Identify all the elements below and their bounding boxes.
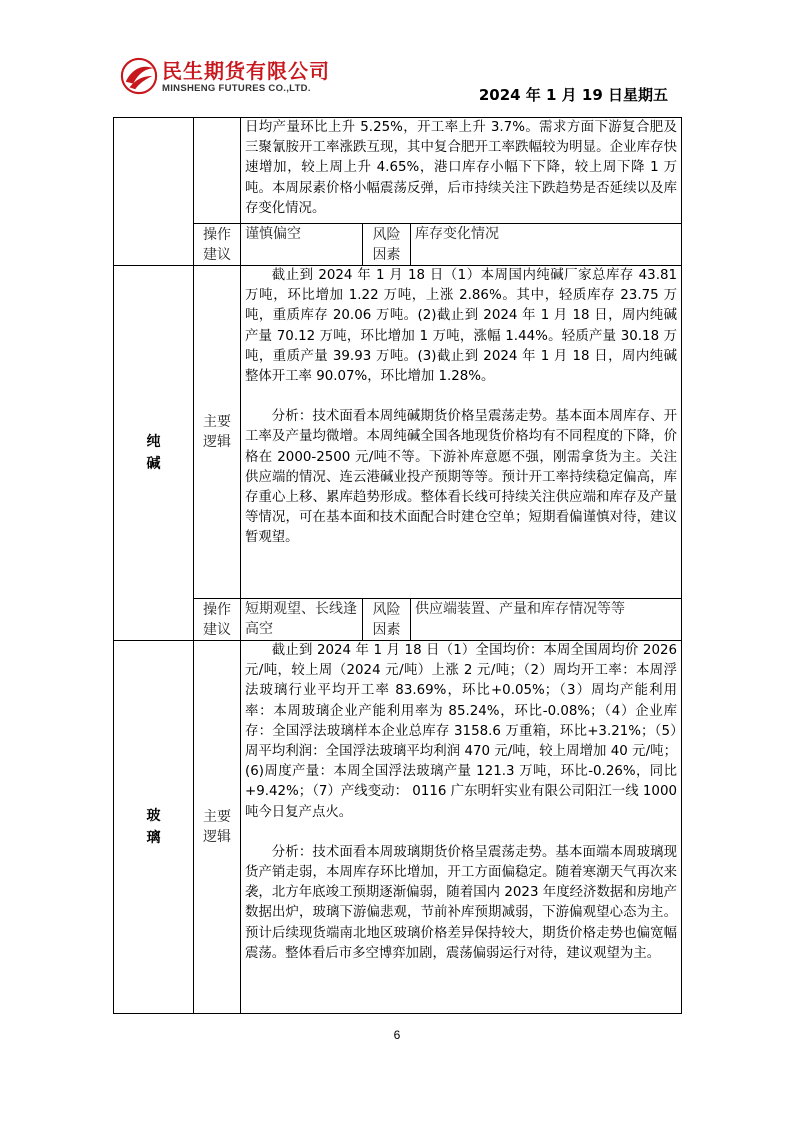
table-row [114,641,682,1014]
analysis-paragraph: 分析：技术面看本周玻璃期货价格呈震荡走势。基本面端本周玻璃现货产销走弱，本周库存环比增加，开工方面偏稳定。随着寒潮天气再次来袭，北方年底竣工预期逐渐偏弱，随着国内 2023 年度经济数据和房地产数据出炉，玻璃下游偏悲观，节前补库预期减弱，下游偏观望心态为主。预计后续现货端南北地区玻璃价格差异保持较大，期货价格走势也偏宽幅震荡。整体看后市多空博弈加剧，震荡偏弱运行对待，建议观望为主。 [245,844,677,961]
product-name: 纯 碱 [114,266,194,641]
logic-label: 主要 逻辑 [194,266,241,599]
analysis-table [113,117,682,1014]
company-name-cn: 民生期货有限公司 [162,59,330,83]
table-row [114,599,682,641]
table-row [114,118,682,224]
logic-content [241,266,682,599]
product-name [114,118,194,266]
risk-factors: 供应端装置、产量和库存情况等等 [411,599,682,641]
logic-label: 主要 逻辑 [194,641,241,1014]
logic-paragraph: 日均产量环比上升 5.25%，开工率上升 3.7%。需求方面下游复合肥及三聚氰胺开工率涨跌互现，其中复合肥开工率跌幅较为明显。企业库存快速增加，较上周上升 4.65%，港口库存小幅下下降，较上周下降 1 万吨。本周尿素价格小幅震荡反弹，后市持续关注下跌趋势是否延续以及库存变化情况。 [245,120,677,216]
risk-label: 风险 因素 [363,599,411,641]
company-logo [120,55,360,100]
analysis-paragraph: 分析：技术面看本周纯碱期货价格呈震荡走势。基本面本周库存、开工率及产量均微增。本周纯碱全国各地现货价格均有不同程度的下降，价格在 2000-2500 元/吨不等。下游补库意愿不强，刚需拿货为主。关注供应端的情况、连云港碱业投产预期等等。预计开工率持续稳定偏高，库存重心上移、累库趋势形成。整体看长线可持续关注供应端和库存及产量等情况，可在基本面和技术面配合时建仓空单；短期看偏谨慎对待，建议暂观望。 [245,409,677,546]
table-row [114,266,682,599]
table-row [114,224,682,266]
report-date: 2024 年 1 月 19 日星期五 [478,86,668,104]
product-name: 玻 璃 [114,641,194,1014]
company-name-en: MINSHENG FUTURES CO.,LTD. [162,83,311,94]
logic-label [194,118,241,224]
logic-content [241,641,682,1014]
page-number: 6 [393,1028,401,1042]
operation-advice: 谨慎偏空 [241,224,363,266]
operation-label: 操作 建议 [194,224,241,266]
logic-paragraph: 截止到 2024 年 1 月 18 日（1）本周国内纯碱厂家总库存 43.81 万吨，环比增加 1.22 万吨，上涨 2.86%。其中，轻质库存 23.75 万吨，重质库存 20.06 万吨。(2)截止到 2024 年 1 月 18 日，周内纯碱产量 70.12 万吨，环比增加 1 万吨，涨幅 1.44%。轻质产量 30.18 万吨，重质产量 39.93 万吨。(3)截止到 2024 年 1 月 18 日，周内纯碱整体开工率 90.07%，环比增加 1.28%。 [245,268,677,385]
risk-label: 风险 因素 [363,224,411,266]
minsheng-logo-icon [120,57,158,95]
logic-content [241,118,682,224]
logic-paragraph: 截止到 2024 年 1 月 18 日（1）全国均价：本周全国周均价 2026 元/吨，较上周（2024 元/吨）上涨 2 元/吨；（2）周均开工率：本周浮法玻璃行业平均开工率 83.69%，环比+0.05%；（3）周均产能利用率：本周玻璃企业产能利用率为 85.24%，环比-0.08%；（4）企业库存：全国浮法玻璃样本企业总库存 3158.6 万重箱，环比+3.21%；（5）周平均利润：全国浮法玻璃平均利润 470 元/吨，较上周增加 40 元/吨；(6)周度产量：本周全国浮法玻璃产量 121.3 万吨，环比-0.26%，同比+9.42%；（7）产线变动： 0116 广东明轩实业有限公司阳江一线 1000 吨今日复产点火。 [245,643,677,820]
risk-factors: 库存变化情况 [411,224,682,266]
operation-advice: 短期观望、长线逢高空 [241,599,363,641]
operation-label: 操作 建议 [194,599,241,641]
